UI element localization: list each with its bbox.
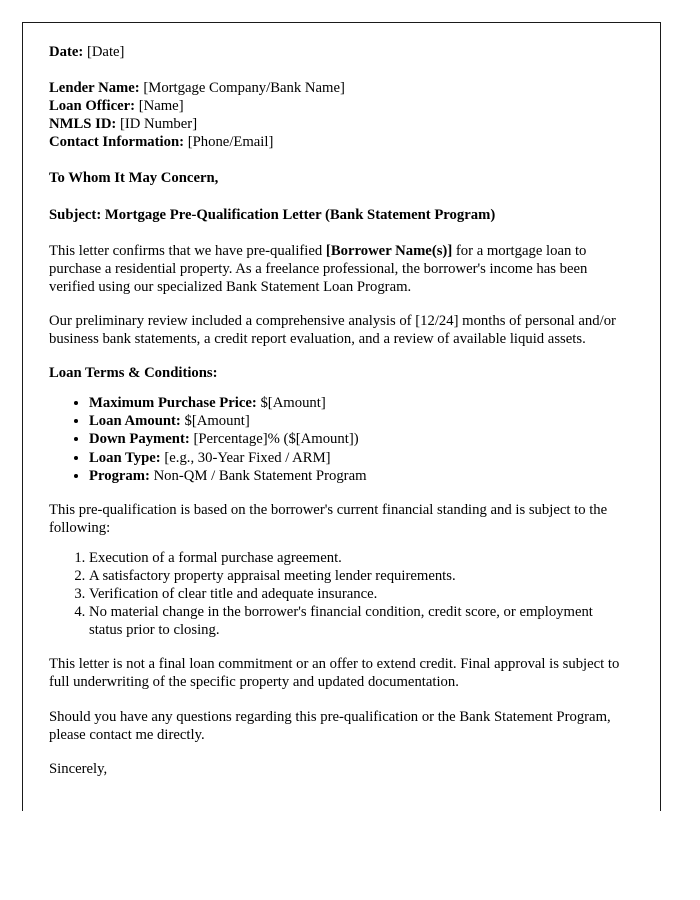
spacer (49, 382, 627, 394)
subject-text: Subject: Mortgage Pre-Qualification Letter (Bank Statement Program) (49, 206, 496, 223)
loan-amount-value: $[Amount] (180, 413, 250, 430)
date-label: Date: (49, 44, 84, 60)
conditions-list (49, 549, 627, 639)
spacer (49, 151, 627, 169)
loan-amount-label: Loan Amount: (89, 413, 181, 430)
salutation-text: To Whom It May Concern, (49, 170, 219, 187)
document-page-frame (22, 22, 661, 811)
spacer (49, 224, 627, 242)
nmls-id-label: NMLS ID: (49, 116, 117, 133)
loan-officer-line (49, 97, 627, 115)
nmls-id-line (49, 115, 627, 133)
lender-name-line (49, 79, 627, 97)
down-payment-label: Down Payment: (89, 431, 190, 448)
down-payment-value: [Percentage]% ($[Amount]) (189, 431, 359, 448)
list-item (89, 394, 627, 412)
letter-body (49, 43, 627, 778)
contact-information-label: Contact Information: (49, 134, 185, 151)
contact-information-value: [Phone/Email] (187, 134, 274, 151)
program-value: Non-QM / Bank Statement Program (149, 467, 367, 484)
list-item (89, 430, 627, 448)
list-item: 2. A satisfactory property appraisal meeting lender requirements. (89, 567, 627, 585)
spacer (49, 537, 627, 549)
lender-info-block (49, 79, 627, 151)
list-item: 3. Verification of clear title and adequate insurance. (89, 585, 627, 603)
list-item: 1. Execution of a formal purchase agreement. (89, 549, 627, 567)
disclaimer-paragraph: This letter is not a final loan commitment or an offer to extend credit. Final approval is subject to full underwriting of the specific property and updated documentation. (49, 656, 620, 691)
spacer (49, 485, 627, 501)
date-line (49, 43, 627, 61)
conditions-intro-paragraph: This pre-qualification is based on the borrower's current financial standing and is subject to the following: (49, 501, 608, 536)
contact-paragraph: Should you have any questions regarding this pre-qualification or the Bank Statement Program, please contact me directly. (49, 708, 611, 743)
contact-information-line (49, 133, 627, 151)
loan-type-label: Loan Type: (89, 449, 161, 466)
list-item (89, 412, 627, 430)
borrower-name-placeholder: [Borrower Name(s)] (325, 242, 453, 259)
spacer (49, 692, 627, 708)
loan-type-value: [e.g., 30-Year Fixed / ARM] (160, 449, 331, 466)
list-item (89, 449, 627, 467)
intro-paragraph-after: for a mortgage loan to purchase a residential property. As a freelance professional, the borrower's income has been verified using our specialized Bank Statement Loan Program. (49, 242, 588, 295)
max-purchase-price-value: $[Amount] (256, 395, 326, 412)
date-value: [Date] (86, 44, 125, 60)
nmls-id-value: [ID Number] (120, 116, 198, 133)
spacer (49, 348, 627, 364)
max-purchase-price-label: Maximum Purchase Price: (89, 395, 257, 412)
subject-line (49, 206, 627, 224)
salutation (49, 169, 627, 187)
loan-officer-label: Loan Officer: (49, 98, 136, 115)
spacer (49, 744, 627, 760)
spacer (49, 296, 627, 312)
intro-paragraph-before: This letter confirms that we have pre-qualified (49, 242, 326, 259)
closing-line: Sincerely, (49, 760, 108, 777)
loan-officer-value: [Name] (138, 98, 184, 115)
lender-name-label: Lender Name: (49, 80, 140, 97)
lender-name-value: [Mortgage Company/Bank Name] (143, 80, 345, 97)
list-item (89, 467, 627, 485)
list-item: 4. No material change in the borrower's financial condition, credit score, or employment status prior to closing. (89, 603, 627, 639)
loan-terms-list (49, 394, 627, 484)
program-label: Program: (89, 467, 150, 484)
loan-terms-heading: Loan Terms & Conditions: (49, 365, 218, 382)
spacer (49, 188, 627, 206)
spacer (49, 639, 627, 655)
intro-paragraph (49, 242, 627, 296)
spacer (49, 61, 627, 79)
review-paragraph: Our preliminary review included a comprehensive analysis of [12/24] months of personal and/or business bank statements, a credit report evaluation, and a review of available liquid assets. (49, 312, 616, 348)
